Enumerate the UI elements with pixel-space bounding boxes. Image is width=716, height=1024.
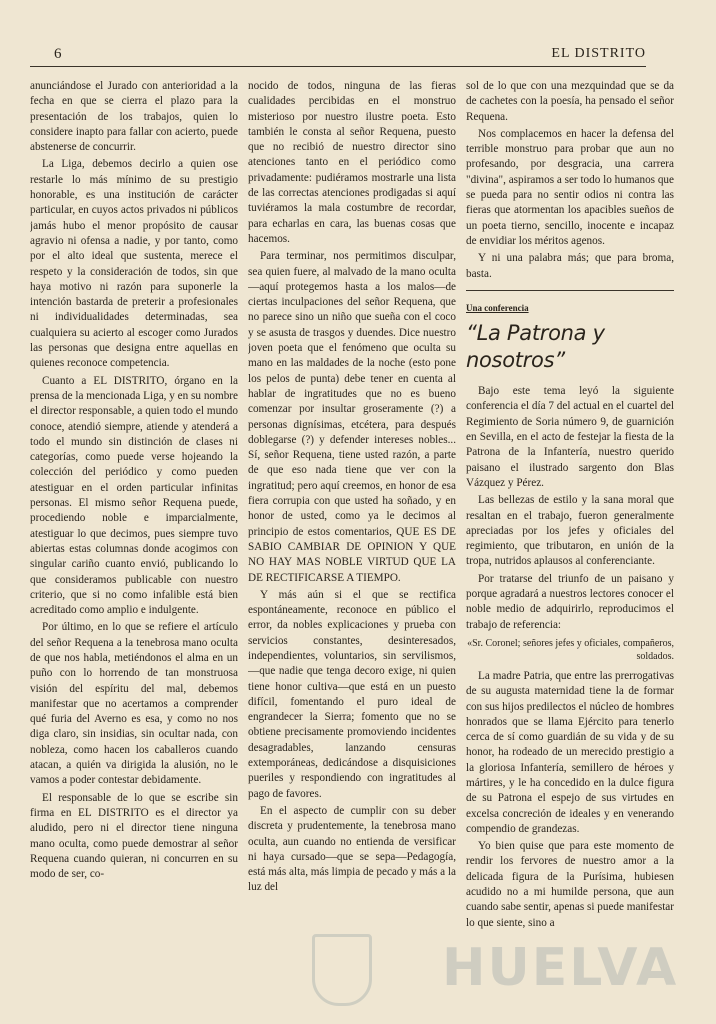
paragraph: La madre Patria, que entre las prerrogativas de su augusta maternidad tiene la de formar con sus hijos predilectos el núcleo de hombres honrados que se llama Ejército para tenerlo cerca de sí como guardián de su vida y de su honor, ha rodeado de un merecido prestigio a la gloriosa Infantería, semillero de héroes y mártires, y le ha concedido en la dulce figura de su Patrona el espejo de sus virtudes en excelsa concreción de ideales y en venerando compendio de grandezas. <box>466 669 674 835</box>
page-header <box>30 46 646 67</box>
column-2 <box>248 79 456 1019</box>
paragraph: Bajo este tema leyó la siguiente conferencia el día 7 del actual en el cuartel del Regimiento de Soria número 9, de guarnición en Sevilla, en el acto de festejar la fiesta de la Patrona de la Infantería, nuestro querido paisano el ilustrado sargento don Blas Vázquez y Pérez. <box>466 385 674 489</box>
salutation: «Sr. Coronel; señores jefes y oficiales, compañeros, soldados. <box>467 637 674 662</box>
paragraph: El responsable de lo que se escribe sin firma en EL DISTRITO es el director ya aludido, pero ni el director tiene ninguna mano oculta, como puede demostrar al señor Requena cuando quieran, ni concurren en su modo de ser, co- <box>30 791 238 881</box>
page-number: 6 <box>54 46 62 62</box>
section-divider <box>466 290 674 291</box>
paragraph: anunciándose el Jurado con anterioridad a la fecha en que se cierra el plazo para la presentación de los trabajos, quien lo considere inapto para fallar con acierto, puede abstenerse de concurrir. <box>30 80 238 154</box>
watermark-text: HUELVA <box>442 938 679 998</box>
paragraph: nocido de todos, ninguna de las fieras cualidades percibidas en el monstruo misterioso por nuestro ilustre poeta. Esto también le consta al señor Requena, puesto que no recibió de nuestro director sino atenciones tanto en el periódico como privadamente: pudiéramos mostrarle una lista de las correctas atenciones prodigadas si aquí tuviéramos la mala costumbre de recordar, para echarlas en cara, las buenas cosas que hacemos. <box>248 80 456 245</box>
paragraph: Cuanto a EL DISTRITO, órgano en la prensa de la mencionada Liga, y en su nombre el director responsable, a quien todo el mundo conoce, atendió siempre, atiende y atenderá a todo el mundo sin distinción de clases ni categorías, como puede verse hojeando la colección del periódico y como pueden atestiguar en el orden particular infinitas personas. El mismo señor Requena puede, procediendo noble e imparcialmente, atestiguar lo que decimos, pues siempre tuvo abiertas estas columnas donde acogimos con singular cariño cuanto envió, publicando lo que consideramos publicable con nuestro criterio, que si no como infalible está bien acreditado como amplio e indulgente. <box>30 374 238 617</box>
paragraph: Y más aún si el que se rectifica espontáneamente, reconoce en público el error, da nobles explicaciones y prueba con servicios constantes, desinteresados, independientes, voluntarios, sin servilismos,—que nadie que tenga decoro exige, ni quien tiene honor cultiva—que está en un puesto difícil, fomentando el puro ideal de engrandecer la Sierra; fomento que no se obtiene precisamente promoviendo incidentes desagradables, lanzando censuras extemporáneas, dedicándose a disquisiciones pueriles y respondiendo con ingratitudes al pago de favores. <box>248 588 456 800</box>
paragraph: Por último, en lo que se refiere el artículo del señor Requena a la tenebrosa mano oculta de que nos habla, metiéndonos el alma en un puño con lo horrendo de tan monstruosa visión del espíritu del mal, debemos manifestar que no acertamos a comprender qué furia del Averno es esa, y como no nos diga claro, sin insidias, sin ocultar nada, con nobleza, como hacen los caballeros cuando atacan, a quién va dirigida la alusión, no le vamos a poder contestar debidamente. <box>30 621 238 787</box>
column-1 <box>30 79 238 1019</box>
paragraph: sol de lo que con una mezquindad que se da de cachetes con la poesía, ha pensado el señor Requena. <box>466 80 674 123</box>
column-3 <box>466 79 674 1019</box>
paragraph: Nos complacemos en hacer la defensa del terrible monstruo para probar que aun no profesando, por desgracia, una carrera "divina", aspiramos a ser todo lo humanos que se pueda para no sentir odios ni contra las fieras que atormentan los apacibles sueños de un poeta tierno, sencillo, inocente e incapaz de envidiar los méritos agenos. <box>466 127 674 247</box>
paragraph: Las bellezas de estilo y la sana moral que resaltan en el trabajo, fueron generalmente apreciadas por los jefes y oficiales del regimiento, que tributaron, en unión de la tropa, nutridos aplausos al conferenciante. <box>466 494 674 568</box>
paragraph: Para terminar, nos permitimos disculpar, sea quien fuere, al malvado de la mano oculta—aquí protegemos hasta a los malos—de ciertas inculpaciones del señor Requena, que no parece sino un niño que sueña con el coco y se asusta de trasgos y duendes. Dice nuestro joven poeta que el fenómeno que oculta su mano en las maldades de la noche (esto pone los pelos de punta) debe tener en cuenta al hablar de ingratitudes que no es bueno comenzar por insultar groseramente (?) a personas dignísimas, etcétera, para después doblegarse (?) y defender intereses nobles... Sí, señor Requena, tiene usted razón, a parte de que eso nada tiene que ver con la ingratitud; pero aquí creemos, en honor de esa fiera corrupia con que usted ha soñado, y en honor de usted, como ya le decimos al principio de estos comentarios, QUE ES DE SABIO CAMBIAR DE OPINION Y QUE NO HAY MAS NOBLE VIRTUD QUE LA DE RECTIFICARSE A TIEMPO. <box>248 250 456 584</box>
paragraph: La Liga, debemos decirlo a quien ose restarle lo más mínimo de su prestigio honorable, es una institución de carácter particular, en cuyos actos privados ni públicos jamás hubo el menor propósito de causar agravio ni ofensa a nadie, y por tanto, como por el alto ideal que sustenta, merece el respeto y la consideración de todos, sin que haya motivo ni razón para suponerle la intención bastarda de preterir a profesionales ni individualidades determinadas, sea cualquiera su acierto al escoger como Jurados las personas que designa entre aquellas en quienes reconoce competencia. <box>30 158 238 370</box>
paragraph: En el aspecto de cumplir con su deber discreta y prudentemente, la tenebrosa mano oculta, aun cuando no entienda de versificar ni haya cursado—que se sepa—Pedagogía, está más alta, más limpia de pecado y más a la luz del <box>248 804 456 894</box>
paragraph: Por tratarse del triunfo de un paisano y porque agradará a nuestros lectores conocer el noble medio de adquirirlo, reproducimos el trabajo de referencia: <box>466 572 674 631</box>
article-kicker: Una conferencia <box>466 302 529 313</box>
paragraph: Y ni una palabra más; que para broma, basta. <box>466 252 674 280</box>
article-title: “La Patrona y nosotros” <box>466 321 605 373</box>
paragraph: Yo bien quise que para este momento de rendir los fervores de nuestro amor a la delicada figura de la Purísima, hubiesen acudido no a mi humilde persona, que aun cuando sabe sentir, apenas si puede manifestar lo que siente, sino a <box>466 840 674 929</box>
newspaper-title: EL DISTRITO <box>551 46 646 61</box>
